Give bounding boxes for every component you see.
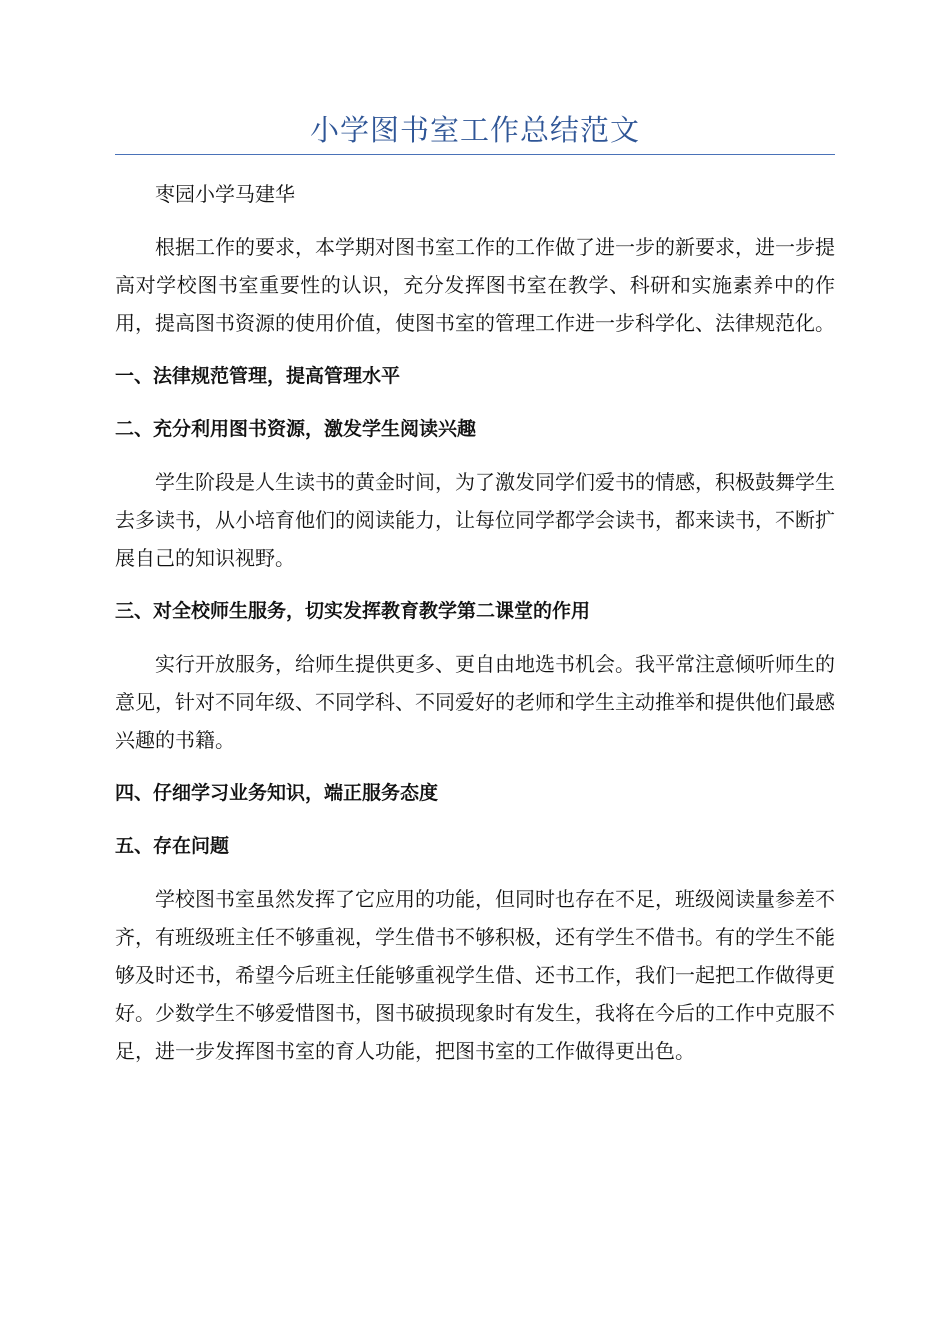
- title-underline: [115, 154, 835, 155]
- document-body: [115, 175, 835, 1085]
- author-line: 枣园小学马建华: [155, 182, 295, 206]
- section-heading-4: 四、仔细学习业务知识，端正服务态度: [115, 782, 439, 804]
- section-heading-2: 二、充分利用图书资源，激发学生阅读兴趣: [115, 418, 477, 440]
- section-heading-3: 三、对全校师生服务，切实发挥教育教学第二课堂的作用: [115, 600, 591, 622]
- document-title: 小学图书室工作总结范文: [309, 113, 640, 147]
- section-3-paragraph: 实行开放服务，给师生提供更多、更自由地选书机会。我平常注意倾听师生的意见，针对不同年级、不同学科、不同爱好的老师和学生主动推举和提供他们最感兴趣的书籍。: [115, 652, 835, 752]
- section-heading-1: 一、法律规范管理，提高管理水平: [115, 365, 401, 387]
- section-2-paragraph: 学生阶段是人生读书的黄金时间，为了激发同学们爱书的情感，积极鼓舞学生去多读书，从小培育他们的阅读能力，让每位同学都学会读书，都来读书，不断扩展自己的知识视野。: [115, 470, 835, 570]
- intro-paragraph: 根据工作的要求，本学期对图书室工作的工作做了进一步的新要求，进一步提高对学校图书室重要性的认识，充分发挥图书室在教学、科研和实施素养中的作用，提高图书资源的使用价值，使图书室的管理工作进一步科学化、法律规范化。: [115, 235, 835, 335]
- section-heading-5: 五、存在问题: [115, 835, 230, 857]
- section-5-paragraph: 学校图书室虽然发挥了它应用的功能，但同时也存在不足，班级阅读量参差不齐，有班级班主任不够重视，学生借书不够积极，还有学生不借书。有的学生不能够及时还书，希望今后班主任能够重视学生借、还书工作，我们一起把工作做得更好。少数学生不够爱惜图书，图书破损现象时有发生，我将在今后的工作中克服不足，进一步发挥图书室的育人功能，把图书室的工作做得更出色。: [115, 887, 835, 1063]
